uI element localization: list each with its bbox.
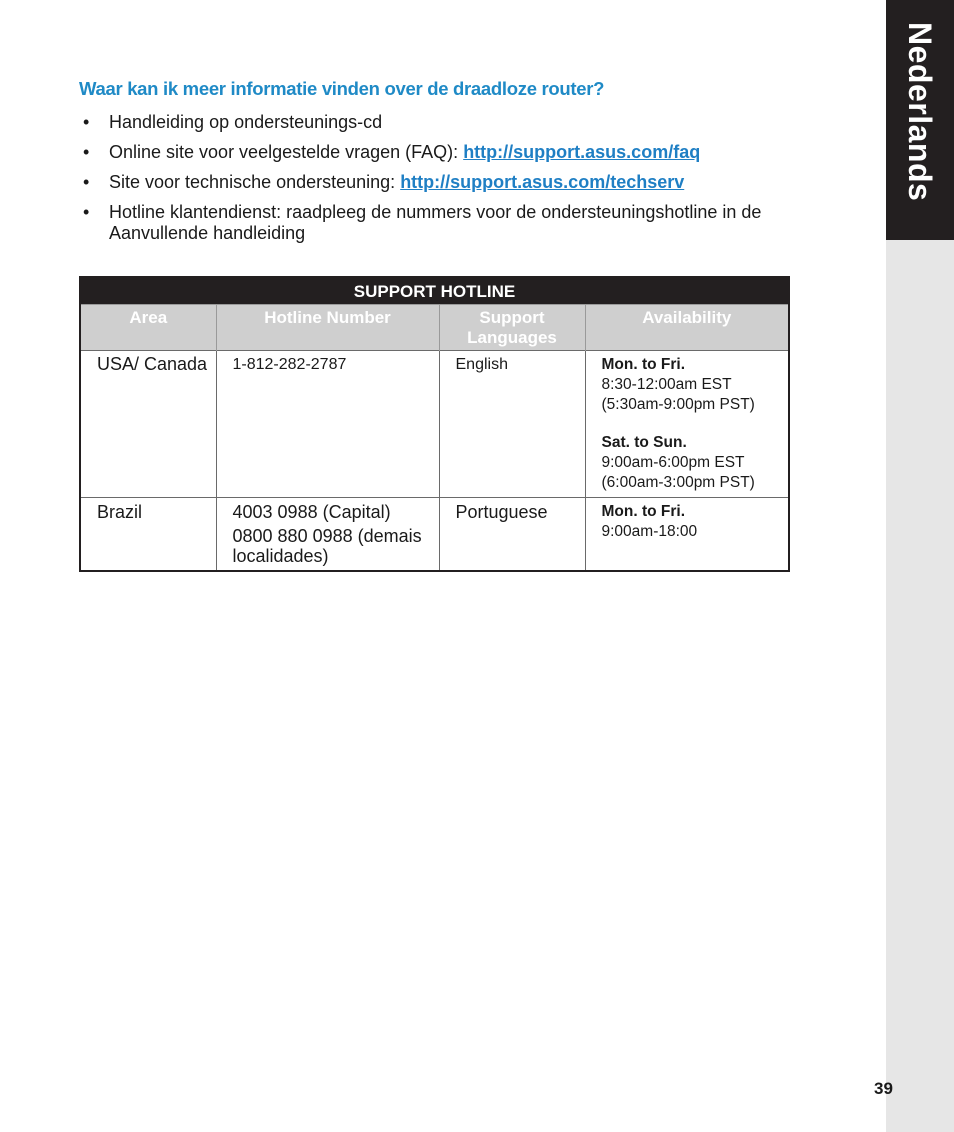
bullet-icon: •: [83, 202, 90, 222]
table-row: [80, 351, 789, 498]
availability-time: (5:30am-9:00pm PST): [601, 396, 755, 413]
techserv-link[interactable]: http://support.asus.com/techserv: [400, 172, 685, 192]
table-header-row: [80, 305, 789, 351]
list-item-text: Handleiding op ondersteunings-cd: [109, 112, 383, 132]
availability-time: 8:30-12:00am EST: [601, 376, 732, 393]
side-tab-label-block: [886, 0, 954, 240]
list-item: [79, 112, 849, 133]
hotline-number: 0800 880 0988 (demais localidades): [232, 526, 422, 566]
header-hotline-number: Hotline Number: [216, 305, 439, 351]
availability-days: Mon. to Fri.: [601, 356, 686, 373]
availability-cell: [585, 498, 789, 572]
availability-time: 9:00am-6:00pm EST: [601, 454, 745, 471]
hotline-number-cell: [216, 498, 439, 572]
header-support-languages: Support Languages: [439, 305, 585, 351]
header-availability: Availability: [585, 305, 789, 351]
availability-time: (6:00am-3:00pm PST): [601, 474, 755, 491]
bullet-icon: •: [83, 142, 90, 162]
hotline-number: 1-812-282-2787: [232, 356, 347, 373]
area-cell: USA/ Canada: [80, 351, 216, 498]
area-cell: Brazil: [80, 498, 216, 572]
page-number: 39: [874, 1079, 893, 1098]
availability-days: Mon. to Fri.: [601, 503, 686, 520]
availability-cell: [585, 351, 789, 498]
table-row: [80, 498, 789, 572]
list-item: [79, 202, 849, 244]
header-area: Area: [80, 305, 216, 351]
availability-time: 9:00am-18:00: [601, 523, 698, 540]
bullet-icon: •: [83, 172, 90, 192]
language-tab-label: Nederlands: [902, 22, 938, 202]
faq-link[interactable]: http://support.asus.com/faq: [463, 142, 701, 162]
hotline-number-cell: [216, 351, 439, 498]
availability-days: Sat. to Sun.: [601, 434, 687, 451]
list-item-text: Site voor technische ondersteuning:: [109, 172, 401, 192]
section-heading: Waar kan ik meer informatie vinden over de draadloze router?: [79, 78, 605, 99]
language-cell: English: [439, 351, 585, 498]
list-item-text: Hotline klantendienst: raadpleeg de nummers voor de ondersteuningshotline in de Aanvullende handleiding: [109, 202, 762, 243]
side-tab: [886, 0, 954, 1132]
support-hotline-table: [79, 276, 790, 572]
list-item: [79, 142, 849, 163]
bullet-icon: •: [83, 112, 90, 132]
hotline-number: 4003 0988 (Capital): [232, 502, 391, 522]
info-list: [79, 112, 849, 253]
table-banner: SUPPORT HOTLINE: [80, 277, 789, 305]
list-item-text: Online site voor veelgestelde vragen (FAQ):: [109, 142, 464, 162]
language-cell: Portuguese: [439, 498, 585, 572]
list-item: [79, 172, 849, 193]
